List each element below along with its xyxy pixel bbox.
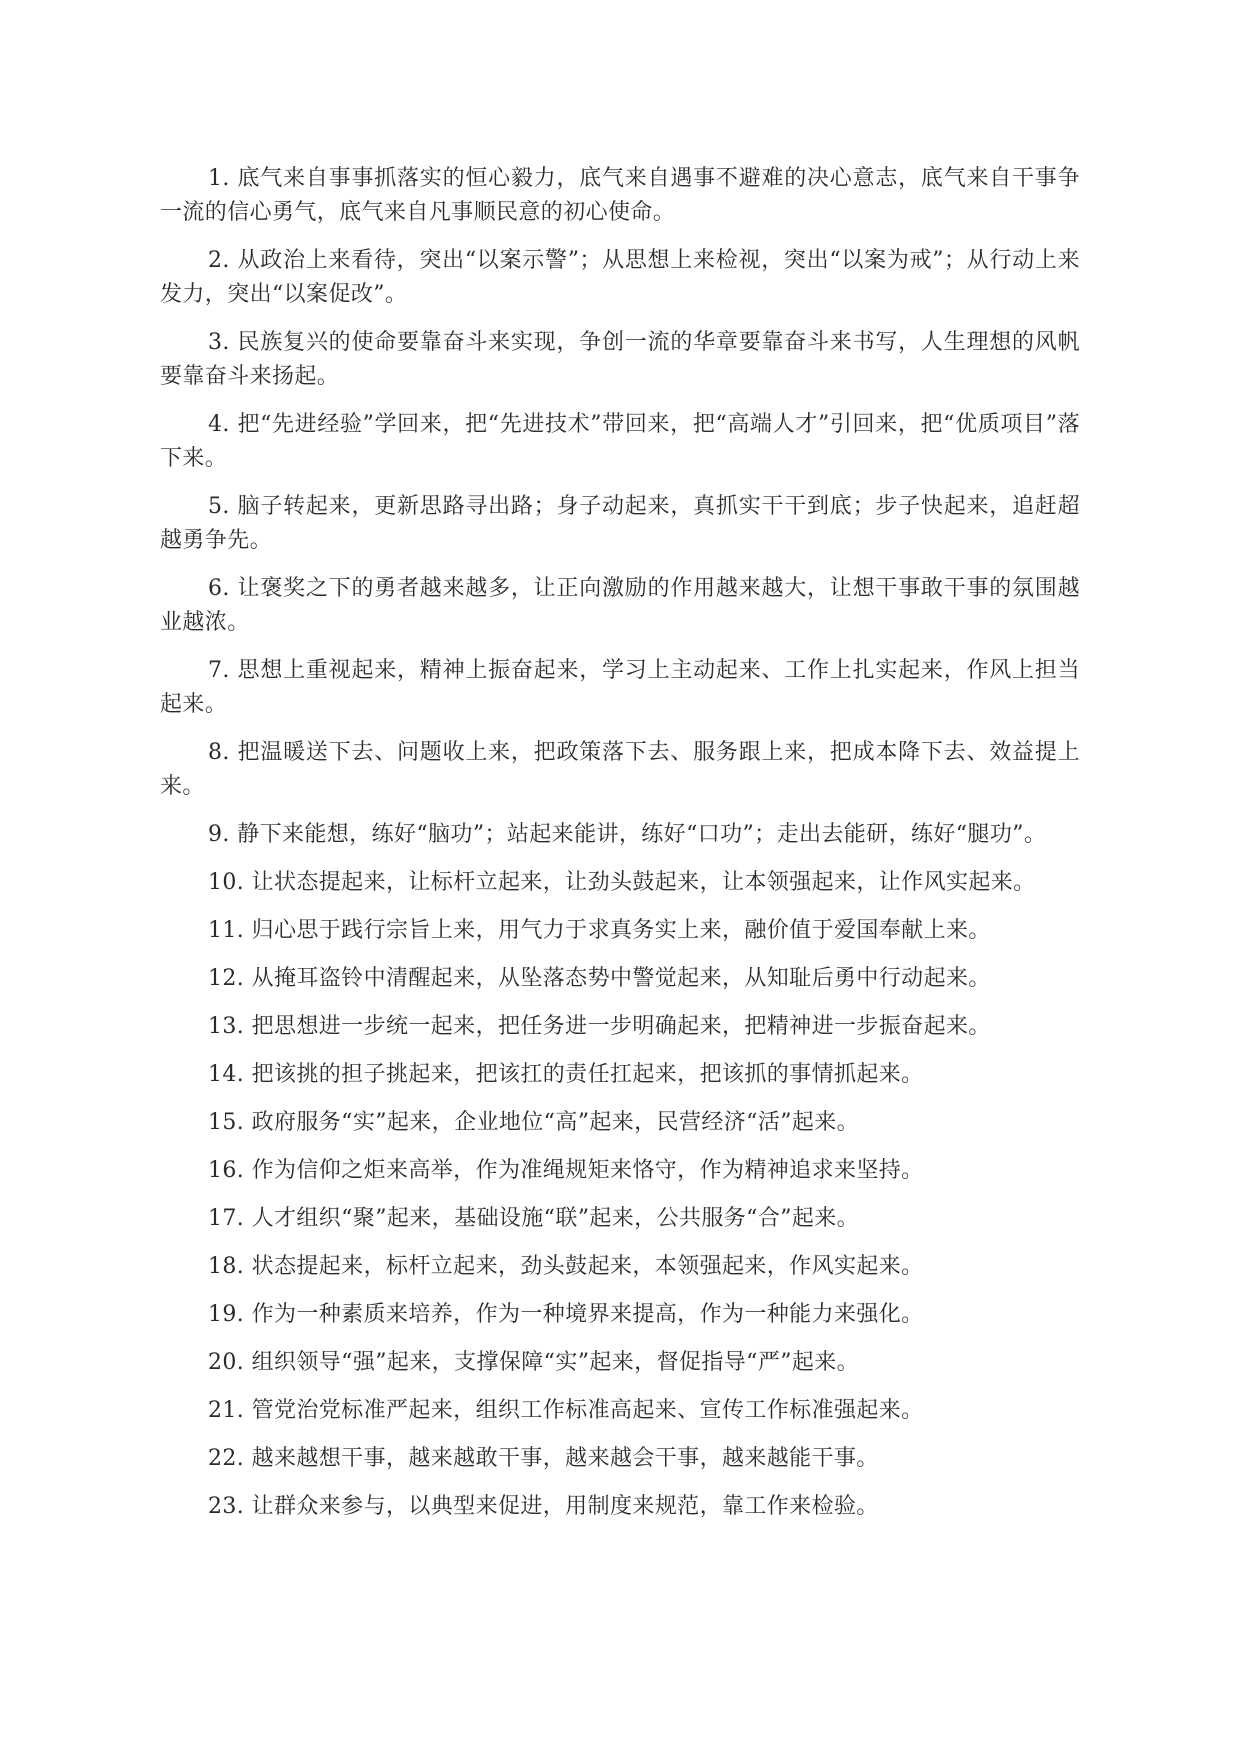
paragraph-21: 21. 管党治党标准严起来，组织工作标准高起来、宣传工作标准强起来。 <box>208 1398 924 1423</box>
paragraph-10: 10. 让状态提起来，让标杆立起来，让劲头鼓起来，让本领强起来，让作风实起来。 <box>208 870 1036 895</box>
paragraph-6: 6. 让褒奖之下的勇者越来越多，让正向激励的作用越来越大，让想干事敢干事的氛围越业越浓。 <box>160 576 1080 635</box>
document-body <box>160 162 1080 1538</box>
paragraph-22: 22. 越来越想干事，越来越敢干事，越来越会干事，越来越能干事。 <box>208 1446 879 1471</box>
paragraph-17: 17. 人才组织“聚”起来，基础设施“联”起来，公共服务“合”起来。 <box>208 1206 860 1231</box>
paragraph-13: 13. 把思想进一步统一起来，把任务进一步明确起来，把精神进一步振奋起来。 <box>208 1014 991 1039</box>
paragraph-8: 8. 把温暖送下去、问题收上来，把政策落下去、服务跟上来，把成本降下去、效益提上来。 <box>160 740 1080 799</box>
paragraph-15: 15. 政府服务“实”起来，企业地位“高”起来，民营经济“活”起来。 <box>208 1110 860 1135</box>
paragraph-19: 19. 作为一种素质来培养，作为一种境界来提高，作为一种能力来强化。 <box>208 1302 924 1327</box>
paragraph-5: 5. 脑子转起来，更新思路寻出路；身子动起来，真抓实干干到底；步子快起来，追赶超越勇争先。 <box>160 494 1080 553</box>
paragraph-16: 16. 作为信仰之炬来高举，作为准绳规矩来恪守，作为精神追求来坚持。 <box>208 1158 924 1183</box>
paragraph-9: 9. 静下来能想，练好“脑功”；站起来能讲，练好“口功”；走出去能研，练好“腿功”。 <box>208 822 1047 847</box>
paragraph-20: 20. 组织领导“强”起来，支撑保障“实”起来，督促指导“严”起来。 <box>208 1350 860 1375</box>
paragraph-18: 18. 状态提起来，标杆立起来，劲头鼓起来，本领强起来，作风实起来。 <box>208 1254 924 1279</box>
paragraph-2: 2. 从政治上来看待，突出“以案示警”；从思想上来检视，突出“以案为戒”；从行动上来发力，突出“以案促改”。 <box>160 248 1080 307</box>
paragraph-3: 3. 民族复兴的使命要靠奋斗来实现，争创一流的华章要靠奋斗来书写，人生理想的风帆要靠奋斗来扬起。 <box>160 330 1080 389</box>
paragraph-4: 4. 把“先进经验”学回来，把“先进技术”带回来，把“高端人才”引回来，把“优质项目”落下来。 <box>160 412 1080 471</box>
paragraph-1: 1. 底气来自事事抓落实的恒心毅力，底气来自遇事不避难的决心意志，底气来自干事争一流的信心勇气，底气来自凡事顺民意的初心使命。 <box>160 166 1080 225</box>
paragraph-12: 12. 从掩耳盗铃中清醒起来，从坠落态势中警觉起来，从知耻后勇中行动起来。 <box>208 966 991 991</box>
paragraph-14: 14. 把该挑的担子挑起来，把该扛的责任扛起来，把该抓的事情抓起来。 <box>208 1062 924 1087</box>
paragraph-11: 11. 归心思于践行宗旨上来，用气力于求真务实上来，融价值于爱国奉献上来。 <box>208 918 991 943</box>
paragraph-7: 7. 思想上重视起来，精神上振奋起来，学习上主动起来、工作上扎实起来，作风上担当起来。 <box>160 658 1080 717</box>
paragraph-23: 23. 让群众来参与，以典型来促进，用制度来规范，靠工作来检验。 <box>208 1494 879 1519</box>
